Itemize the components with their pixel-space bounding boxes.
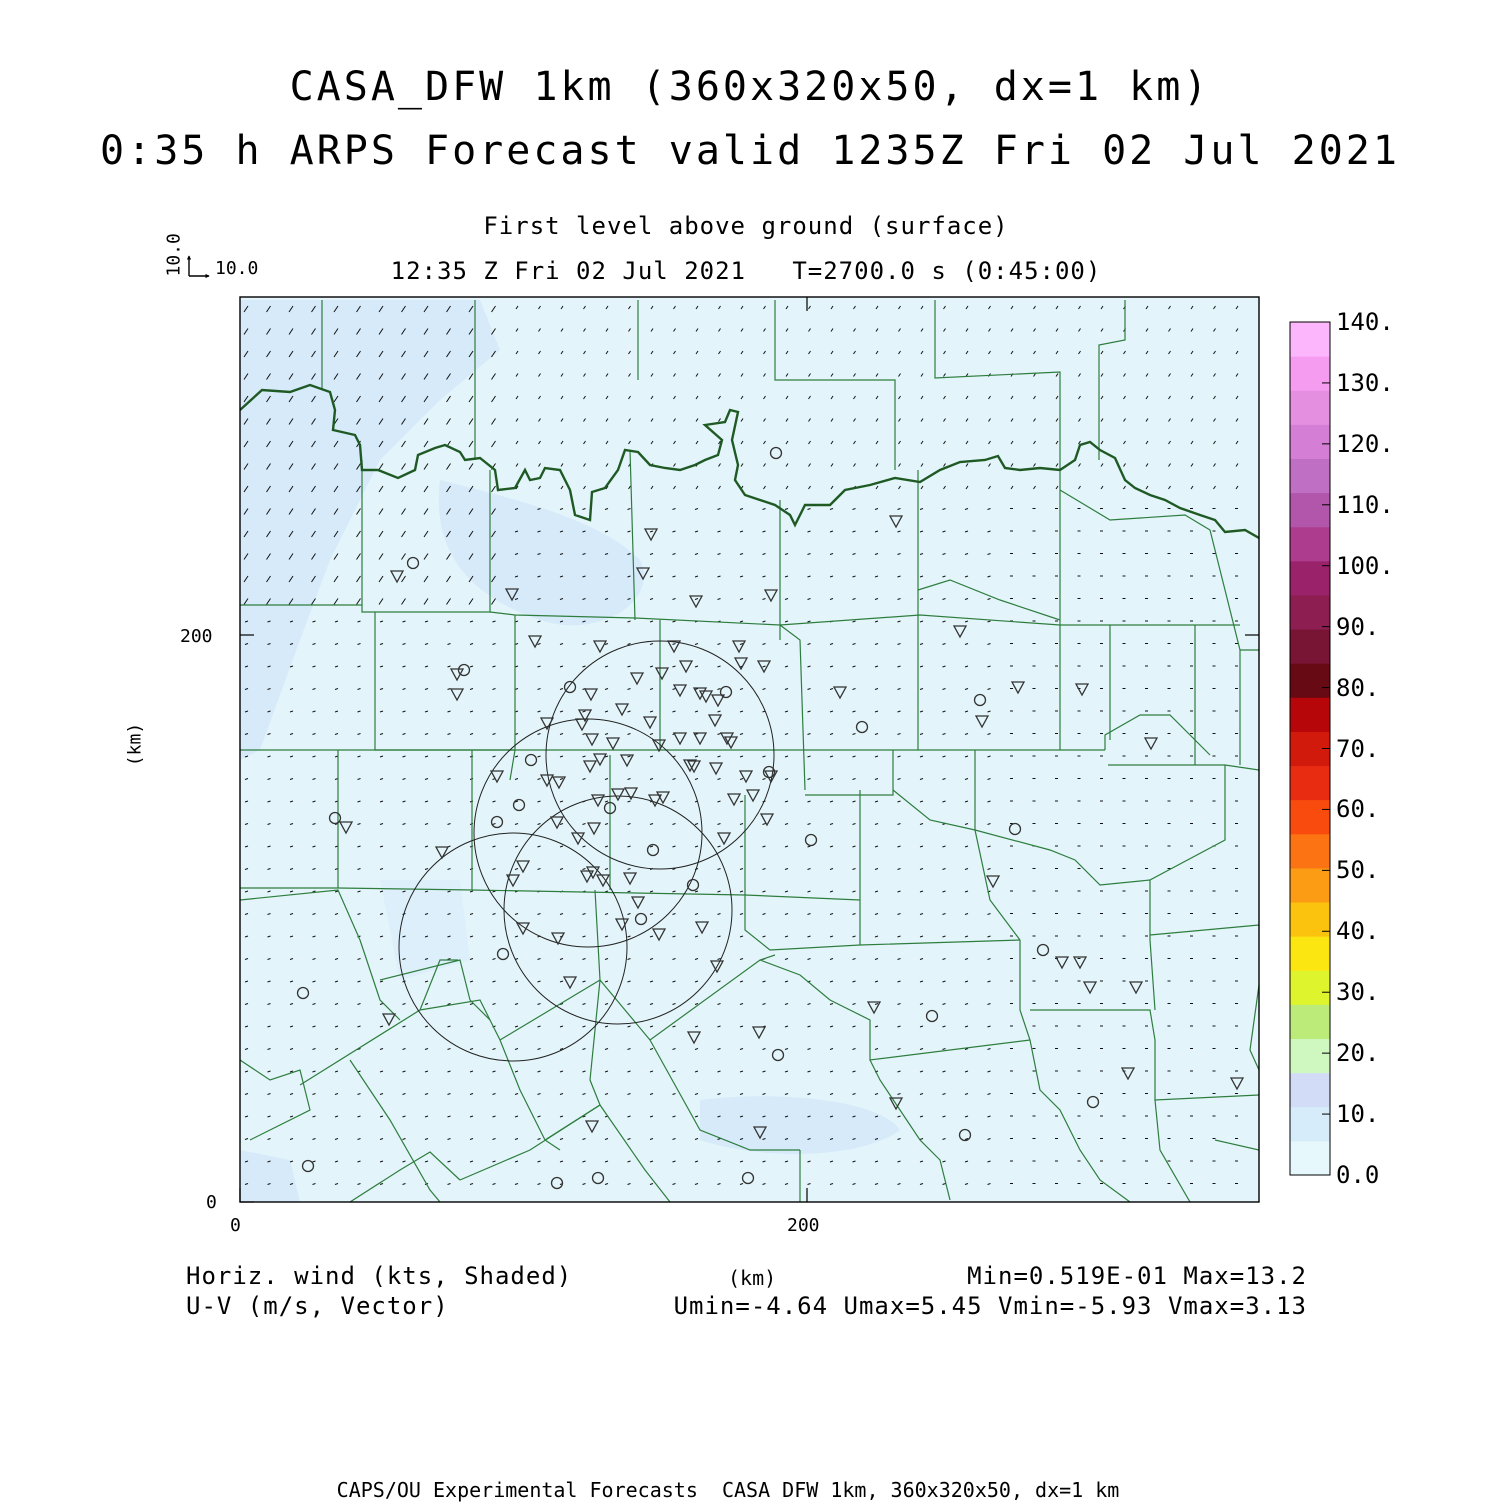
title-line-2: 0:35 h ARPS Forecast valid 1235Z Fri 02 Jul 2021: [100, 128, 1400, 174]
reference-vector: [189, 256, 209, 276]
y-axis-label: (km): [124, 722, 146, 767]
reference-vector-x-label: 10.0: [215, 258, 259, 279]
colorbar-swatch: [1290, 1141, 1330, 1176]
colorbar-label: 40.: [1336, 917, 1380, 946]
colorbar-label: 30.: [1336, 978, 1380, 1007]
colorbar-label: 110.: [1336, 490, 1394, 519]
colorbar-swatch: [1290, 936, 1330, 971]
colorbar-swatch: [1290, 390, 1330, 425]
level-subtitle: First level above ground (surface): [483, 212, 1009, 240]
colorbar-label: 50.: [1336, 856, 1380, 885]
colorbar-label: 90.: [1336, 612, 1380, 641]
colorbar-swatch: [1290, 1073, 1330, 1108]
colorbar-label: 0.0: [1336, 1161, 1380, 1189]
colorbar-label: 60.: [1336, 795, 1380, 824]
colorbar-swatch: [1290, 1039, 1330, 1074]
colorbar-label: 10.: [1336, 1100, 1380, 1129]
x-tick-0: 0: [230, 1215, 241, 1236]
credit-line: CAPS/OU Experimental Forecasts CASA DFW 1km, 360x320x50, dx=1 km: [336, 1478, 1120, 1502]
colorbar-label: 20.: [1336, 1039, 1380, 1068]
colorbar-label: 120.: [1336, 429, 1394, 458]
colorbar-label: 130.: [1336, 368, 1394, 397]
colorbar-swatch: [1290, 800, 1330, 835]
colorbar-swatch: [1290, 1004, 1330, 1039]
y-tick-200: 200: [180, 626, 213, 647]
colorbar-swatch: [1290, 322, 1330, 357]
colorbar-swatch: [1290, 424, 1330, 459]
colorbar-swatch: [1290, 527, 1330, 562]
colorbar-label: 140.: [1336, 308, 1394, 336]
colorbar-swatch: [1290, 766, 1330, 801]
min-max-stats: Min=0.519E-01 Max=13.2: [967, 1262, 1307, 1290]
colorbar-swatch: [1290, 868, 1330, 903]
x-axis-label: (km): [728, 1266, 777, 1290]
shading-legend: Horiz. wind (kts, Shaded): [186, 1262, 573, 1290]
colorbar-label: 70.: [1336, 734, 1380, 763]
reference-vector-y-label: 10.0: [163, 233, 185, 277]
colorbar-swatch: [1290, 629, 1330, 664]
colorbar: [1290, 322, 1330, 1176]
uv-stats: Umin=-4.64 Umax=5.45 Vmin=-5.93 Vmax=3.13: [673, 1292, 1307, 1320]
title-line-1: CASA_DFW 1km (360x320x50, dx=1 km): [289, 64, 1211, 110]
colorbar-swatch: [1290, 663, 1330, 698]
y-tick-0: 0: [206, 1192, 217, 1213]
colorbar-swatch: [1290, 493, 1330, 528]
x-tick-200: 200: [787, 1215, 820, 1236]
colorbar-swatch: [1290, 595, 1330, 630]
colorbar-label: 100.: [1336, 551, 1394, 580]
colorbar-swatch: [1290, 356, 1330, 391]
vector-legend: U-V (m/s, Vector): [186, 1292, 449, 1320]
colorbar-swatch: [1290, 458, 1330, 493]
time-subtitle: 12:35 Z Fri 02 Jul 2021 T=2700.0 s (0:45:00): [390, 257, 1102, 285]
colorbar-label: 80.: [1336, 673, 1380, 702]
colorbar-swatch: [1290, 697, 1330, 732]
colorbar-swatch: [1290, 970, 1330, 1005]
colorbar-swatch: [1290, 1107, 1330, 1142]
colorbar-swatch: [1290, 834, 1330, 869]
